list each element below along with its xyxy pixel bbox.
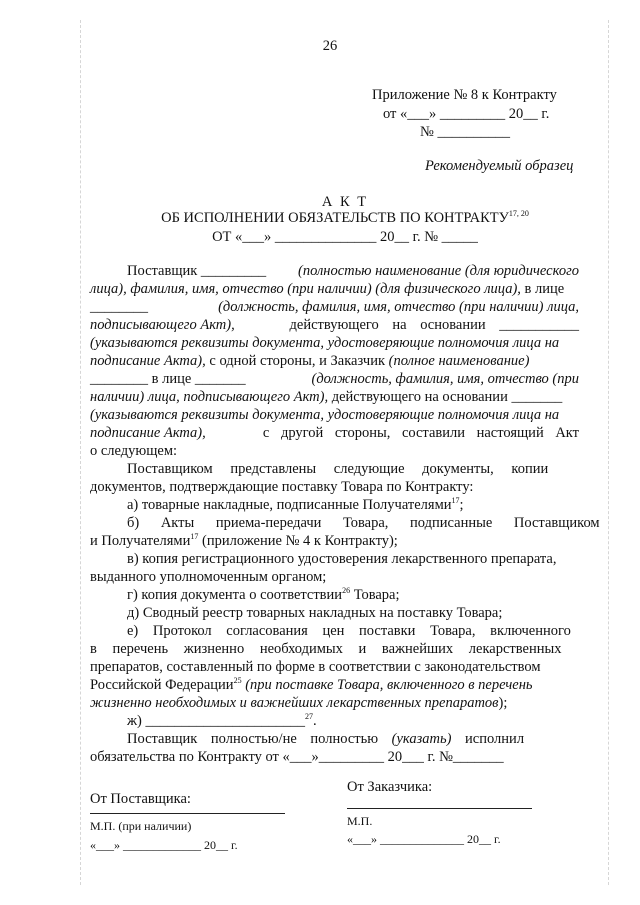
body-line: подписывающего Акт), действующего на основании ___________ xyxy=(90,317,579,333)
appendix-title: Приложение № 8 к Контракту xyxy=(372,87,557,103)
supplier-sign-date: «___» _____________ 20__ г. xyxy=(90,838,238,852)
recommended-sample: Рекомендуемый образец xyxy=(425,158,574,174)
body-line: подписание Акта), с одной стороны, и Заказчик (полное наименование) xyxy=(90,353,530,369)
customer-stamp: М.П. xyxy=(347,814,373,828)
body-line: лица), фамилия, имя, отчество (при наличии) (для физического лица), в лице xyxy=(90,281,565,297)
customer-label: От Заказчика: xyxy=(347,779,433,795)
list-item-e-cont: Российской Федерации$^{25}$ (при поставке Товара, включенного в перечень xyxy=(90,676,533,693)
body-line: ________ в лице _______ (должность, фамилия, имя, отчество (при xyxy=(90,371,579,387)
list-item-b: б) Акты приема-передачи Товара, подписанные Поставщиком xyxy=(127,515,600,531)
list-item-g: г) копия документа о соответствии$^{26}$ Товара; xyxy=(127,586,400,603)
list-item-e-cont: в перечень жизненно необходимых и важнейших лекарственных xyxy=(90,641,562,657)
body-line: документов, подтверждающие поставку Товара по Контракту: xyxy=(90,479,474,495)
list-item-e-cont: препаратов, составленный по форме в соответствии с законодательством xyxy=(90,659,541,675)
body-line: Поставщик полностью/не полностью (указать) исполнил xyxy=(127,731,525,747)
body-line: Поставщиком представлены следующие документы, копии xyxy=(127,461,549,477)
appendix-number: № __________ xyxy=(420,124,510,140)
body-line: о следующем: xyxy=(90,443,178,459)
list-item-a: а) товарные накладные, подписанные Получателями$^{17}$; xyxy=(127,496,464,513)
list-item-v: в) копия регистрационного удостоверения лекарственного препарата, xyxy=(127,551,557,567)
customer-signature-line xyxy=(347,808,532,809)
supplier-signature-line xyxy=(90,813,285,814)
body-line: ________ (должность, фамилия, имя, отчество (при наличии) лица, xyxy=(90,299,579,315)
body-line: обязательства по Контракту от «___»_________ 20___ г. №_______ xyxy=(90,749,504,765)
page-edge-right xyxy=(608,20,609,885)
body-line: (указываются реквизиты документа, удостоверяющие полномочия лица на xyxy=(90,335,560,351)
page-edge-left xyxy=(80,20,81,885)
appendix-date: от «___» _________ 20__ г. xyxy=(383,106,550,122)
list-item-zh: ж) ______________________$^{27}$. xyxy=(127,712,317,729)
doc-subtitle: ОБ ИСПОЛНЕНИИ ОБЯЗАТЕЛЬСТВ ПО КОНТРАКТУ$^{17, 20}$ xyxy=(161,209,529,226)
body-line: (указываются реквизиты документа, удостоверяющие полномочия лица на xyxy=(90,407,560,423)
doc-title: А К Т xyxy=(321,194,369,210)
page-number: 26 xyxy=(322,38,338,54)
body-line: наличии) лица, подписывающего Акт), действующего на основании _______ xyxy=(90,389,563,405)
body-line: Поставщик _________ (полностью наименование (для юридического xyxy=(127,263,579,279)
body-line: подписание Акта), с другой стороны, составили настоящий Акт xyxy=(90,425,579,441)
supplier-stamp: М.П. (при наличии) xyxy=(90,819,192,833)
customer-sign-date: «___» ______________ 20__ г. xyxy=(347,832,501,846)
supplier-label: От Поставщика: xyxy=(90,791,191,807)
list-item-e-cont: жизненно необходимых и важнейших лекарственных препаратов); xyxy=(90,695,508,711)
doc-title-date: ОТ «___» ______________ 20__ г. № _____ xyxy=(212,229,478,245)
list-item-b-cont: и Получателями$^{17}$ (приложение № 4 к Контракту); xyxy=(90,532,398,549)
list-item-d: д) Сводный реестр товарных накладных на поставку Товара; xyxy=(127,605,503,621)
list-item-e: е) Протокол согласования цен поставки Товара, включенного xyxy=(127,623,571,639)
list-item-v-cont: выданного уполномоченным органом; xyxy=(90,569,327,585)
